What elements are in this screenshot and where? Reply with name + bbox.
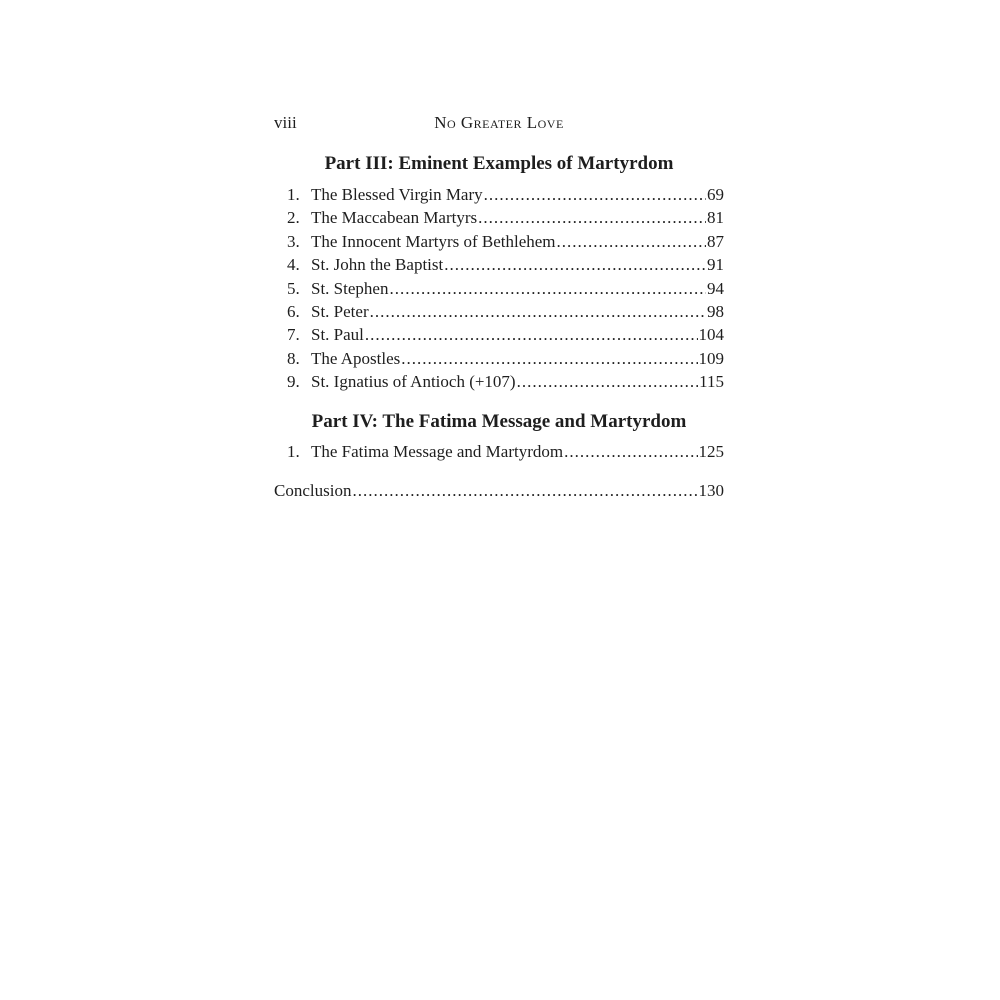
toc-entry [287,206,724,229]
toc-entry-title: The Apostles [311,348,401,368]
dot-leader [564,440,697,463]
toc-entry-conclusion [274,479,724,502]
toc-entry-number: 4. [287,255,300,275]
toc-list [287,183,724,394]
toc-entry-title: The Fatima Message and Martyrdom [311,442,564,461]
toc-entry-page: 94 [707,278,724,298]
toc-entry-page: 109 [698,348,724,368]
dot-leader [444,253,706,276]
toc-entry-title: St. Ignatius of Antioch (+107) [311,372,516,392]
toc-entry [287,347,724,370]
toc-entry [287,300,724,323]
dot-leader [352,479,697,502]
dot-leader [517,370,699,393]
toc-entry-title: The Maccabean Martyrs [311,208,478,228]
toc-entry-number: 8. [287,348,300,368]
toc-entry-title: The Blessed Virgin Mary [311,185,483,204]
toc-entry-title: St. John the Baptist [311,255,444,275]
toc-entry-title: St. Stephen [311,278,389,298]
dot-leader [478,206,706,229]
running-head [274,112,724,134]
toc-entry [287,253,724,276]
toc-entry-title: Conclusion [274,481,352,500]
toc-entry [287,230,724,253]
toc-entry-page: 125 [698,442,724,461]
toc-entry [287,440,724,463]
toc-entry-number: 2. [287,208,300,228]
book-title: No Greater Love [434,113,564,132]
toc-entry-page: 69 [707,185,724,204]
toc-entry-number: 6. [287,301,300,321]
toc-entry-page: 87 [707,231,724,251]
toc-entry-page: 104 [698,325,724,345]
dot-leader [365,323,698,346]
toc-entry-number: 5. [287,278,300,298]
toc-entry [287,277,724,300]
toc-entry-page: 81 [707,208,724,228]
toc-entry-number: 7. [287,325,300,345]
dot-leader [484,183,706,206]
toc-entry-title: The Innocent Martyrs of Bethlehem [311,231,556,251]
dot-leader [389,277,706,300]
toc-entry [287,183,724,206]
toc-entry-number: 3. [287,231,300,251]
page-number: viii [274,113,297,132]
part-heading: Part III: Eminent Examples of Martyrdom [324,153,674,174]
toc-entry-page: 98 [707,301,724,321]
toc-entry-page: 115 [699,372,724,392]
toc-entry-number: 1. [287,442,300,461]
part-heading: Part IV: The Fatima Message and Martyrdom [311,411,687,432]
toc-entry-page: 130 [698,481,724,500]
dot-leader [557,230,706,253]
toc-entry-page: 91 [707,255,724,275]
toc-entry-title: St. Peter [311,301,369,321]
toc-entry-number: 9. [287,372,300,392]
toc-entry [287,370,724,393]
dot-leader [401,347,697,370]
toc-entry [287,323,724,346]
toc-entry-number: 1. [287,185,300,204]
dot-leader [370,300,706,323]
toc-entry-title: St. Paul [311,325,364,345]
toc-list [287,440,724,463]
